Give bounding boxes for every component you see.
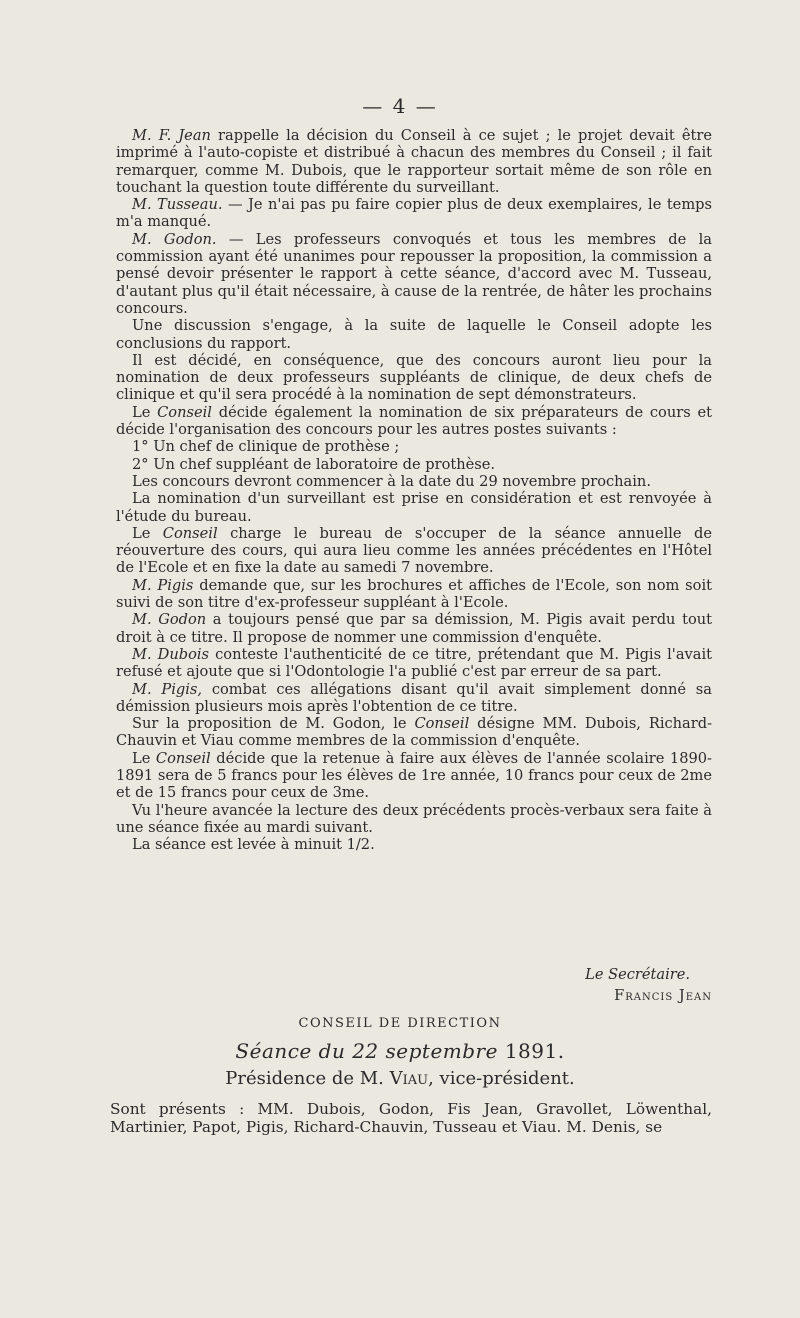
speaker-name: M. Pigis: [132, 576, 194, 594]
paragraph: [116, 646, 712, 681]
paragraph: [116, 196, 712, 231]
minutes-body: [116, 127, 712, 853]
session-date: Séance du 22 septembre: [235, 1039, 498, 1063]
paragraph-text: charge le bureau de s'occuper de la séance annuelle de réouverture des cours, qui aura lieu comme les années précédentes en l'Hôtel de l'Ecole et en fixe la date au samedi 7 novembre.: [116, 524, 712, 577]
paragraph-text: La nomination d'un surveillant est prise en considération et est renvoyée à l'étude du bureau.: [116, 490, 712, 525]
paragraph: [116, 490, 712, 525]
paragraph-text: 1° Un chef de clinique de prothèse ;: [132, 438, 400, 456]
paragraph: [116, 836, 712, 853]
paragraph: [116, 802, 712, 837]
paragraph-text: — Je n'ai pas pu faire copier plus de deux exemplaires, le temps m'a manqué.: [116, 196, 712, 231]
speaker-name: Conseil: [162, 524, 218, 542]
signature-role: Le Secrétaire.: [585, 966, 690, 983]
signature-name: Francis Jean: [614, 987, 712, 1004]
paragraph: [116, 127, 712, 196]
speaker-name: M. Godon.: [132, 230, 217, 248]
paragraph-text: décide que la retenue à faire aux élèves de l'année scolaire 1890-1891 sera de 5 francs pour les élèves de 1re année, 10 francs pour ceux de 2me et de 15 francs pour ceux de 3me.: [116, 749, 712, 802]
presidence-suffix: , vice-président.: [428, 1068, 575, 1089]
paragraph: [116, 611, 712, 646]
presidence-line: [0, 1068, 800, 1089]
paragraph-text: Les concours devront commencer à la date du 29 novembre prochain.: [132, 472, 651, 490]
page-number: — 4 —: [362, 94, 438, 118]
paragraph-text: — Les professeurs convoqués et tous les membres de la commission ayant été unanimes pour repousser la proposition, la commission a pensé devoir présenter le rapport à cette séance, d'accord avec M. Tusseau, d'autant plus qu'il était nécessaire, à cause de la rentrée, de hâter les prochains concours.: [116, 230, 712, 317]
paragraph-text: 2° Un chef suppléant de laboratoire de prothèse.: [132, 455, 496, 473]
speaker-name: M. Pigis,: [132, 680, 203, 698]
paragraph-text: Vu l'heure avancée la lecture des deux précédents procès-verbaux sera faite à une séance fixée au mardi suivant.: [116, 801, 712, 836]
speaker-name: M. Godon: [132, 611, 207, 629]
paragraph-text: demande que, sur les brochures et affiches de l'Ecole, son nom soit suivi de son titre d'ex-professeur suppléant à l'Ecole.: [116, 576, 712, 612]
speaker-name: M. Dubois: [132, 645, 210, 663]
paragraph: [116, 352, 712, 404]
paragraph: [116, 473, 712, 490]
paragraph-prefix: Sur la proposition de M. Godon, le: [132, 715, 415, 733]
paragraph: [116, 525, 712, 577]
session-heading: [0, 1039, 800, 1063]
paragraph-prefix: Le: [132, 403, 158, 421]
paragraph-prefix: Le: [132, 524, 163, 542]
speaker-name: M. Tusseau.: [132, 196, 223, 214]
list-item: [116, 456, 712, 473]
paragraph-text: conteste l'authenticité de ce titre, prétendant que M. Pigis l'avait refusé et ajoute que si l'Odontologie l'a publié c'est par erreur de sa part.: [116, 645, 712, 681]
paragraph-text: décide également la nomination de six préparateurs de cours et décide l'organisation des concours pour les autres postes suivants :: [116, 403, 712, 439]
speaker-name: Conseil: [414, 715, 470, 733]
speaker-name: Conseil: [157, 403, 212, 421]
paragraph: [116, 681, 712, 716]
paragraph: [116, 404, 712, 439]
speaker-name: Conseil: [155, 749, 211, 767]
paragraph-text: rappelle la décision du Conseil à ce sujet ; le projet devait être imprimé à l'auto-copiste et distribué à chacun des membres du Conseil ; il fait remarquer, comme M. Dubois, que le rapporteur sortait même de son rôle en touchant la question toute différente du surveillant.: [116, 127, 713, 196]
paragraph: [116, 577, 712, 612]
paragraph-text: désigne MM. Dubois, Richard-Chauvin et Viau comme membres de la commission d'enquête.: [116, 715, 713, 750]
paragraph-text: Une discussion s'engage, à la suite de laquelle le Conseil adopte les conclusions du rapport.: [116, 317, 712, 352]
paragraph-text: Il est décidé, en conséquence, que des concours auront lieu pour la nomination de deux professeurs suppléants de clinique, de deux chefs de clinique et qu'il sera procédé à la nomination de sept démonstrateurs.: [116, 351, 712, 404]
section-title: CONSEIL DE DIRECTION: [298, 1016, 502, 1031]
paragraph: [116, 231, 712, 317]
speaker-name: M. F. Jean: [132, 127, 211, 144]
attendees-paragraph: Sont présents : MM. Dubois, Godon, Fis Jean, Gravollet, Löwenthal, Martinier, Papot, Pigis, Richard-Chauvin, Tusseau et Viau. M. Denis, se: [110, 1100, 712, 1136]
paragraph-text: combat ces allégations disant qu'il avait simplement donné sa démission plusieurs mois après l'obtention de ce titre.: [116, 680, 712, 715]
paragraph-text: La séance est levée à minuit 1/2.: [132, 836, 375, 854]
presidence-name: Viau: [389, 1068, 429, 1089]
paragraph: [116, 715, 712, 750]
session-year: 1891.: [504, 1039, 565, 1063]
paragraph-prefix: Le: [132, 749, 156, 767]
paragraph: [116, 750, 712, 802]
paragraph: [116, 317, 712, 352]
paragraph-text: a toujours pensé que par sa démission, M. Pigis avait perdu tout droit à ce titre. Il propose de nommer une commission d'enquête.: [116, 611, 712, 646]
presidence-prefix: Présidence de M.: [225, 1068, 390, 1089]
list-item: [116, 438, 712, 455]
